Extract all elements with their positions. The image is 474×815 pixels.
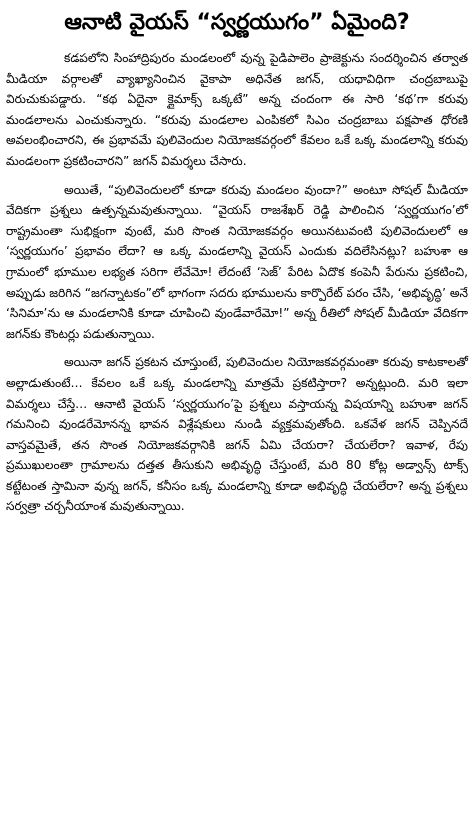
article-paragraph-3 (6, 352, 468, 517)
paragraph-text: అయితే, “పులివెందులలో కూడా కరువు మండలం వుందా?” అంటూ సోషల్ మీడియా వేదికగా ప్రశ్నలు ఉత్పన్నమవుతున్నాయి. “వైయస్ రాజశేఖర్ రెడ్డి పాలించిన ‘స్వర్ణయుగం’లో రాష్ట్రమంతా సుభిక్షంగా వుంటే, మరి సొంత నియోజకవర్గం అయినటువంటి పులివెందులలో ఆ ‘స్వర్ణయుగం’ ప్రభావం లేదా? ఆ ఒక్క మండలాన్ని వైయస్ ఎందుకు వదిలేసినట్లు? బహుశా ఆ గ్రామంలో భూముల లభ్యత సరిగా లేవేమో! లేదంటే ‘సెజ్’ పేరిట ఏదొక కంపెనీ పేరును ప్రకటించి, అప్పుడు జరిగిన “జగన్నాటకం”లో భాగంగా సదరు భూములను కార్పొరేట్ పరం చేసి, ‘అభివృద్ధి’ అనే ‘సినిమా’ను ఆ మండలానికి కూడా చూపించి వుండేవారేమో!” అన్న రీతిలో సోషల్ మీడియా వేదికగా జగన్‌కు కౌంటర్లు పడుతున్నాయి. (6, 182, 468, 341)
article-paragraph-1 (6, 48, 468, 172)
article-title: ఆనాటి వైయస్ “స్వర్ణయుగం” ఏమైంది? (64, 10, 410, 35)
article-paragraph-2 (6, 180, 468, 345)
paragraph-text: కడపలోని సింహాద్రిపురం మండలంలో వున్న పైడిపాలెం ప్రాజెక్టును సందర్శించిన తర్వాత మీడియా వర్గాలతో వ్యాఖ్యానించిన వైకాపా అధినేత జగన్, యధావిధిగా చంద్రబాబుపై విరుచుకుపడ్డారు. “కథ ఏదైనా క్లైమాక్స్ ఒక్కటే” అన్న చందంగా ఈ సారి ‘కథ’గా కరువు మండలాలను ఎంచుకున్నారు. “కరువు మండలాల ఎంపికలో సిఎం చంద్రబాబు పక్షపాత ధోరణి అవలంభించారని, ఈ ప్రభావమే పులివెందుల నియోజకవర్గంలో కేవలం ఒకే ఒక్క మండలాన్ని కరువు మండలంగా ప్రకటించారని” జగన్ విమర్శలు చేసారు. (6, 51, 468, 168)
paragraph-text: అయినా జగన్ ప్రకటన చూస్తుంటే, పులివెందుల నియోజకవర్గమంతా కరువు కాటకాలతో అల్లాడుతుంటే… కేవలం ఒకే ఒక్క మండలాన్ని మాత్రమే ప్రకటిస్తారా? అన్నట్లుంది. మరి ఇలా విమర్శలు చేస్తే… ఆనాటి వైయస్ ‘స్వర్ణయుగం’పై ప్రశ్నలు వస్తాయన్న విషయాన్ని బహుశా జగన్ గమనించి వుండరేమోనన్న భావన విశ్లేషకులు నుండి వ్యక్తమవుతోంది. ఒకవేళ జగన్ చెప్పినదే వాస్తవమైతే, తన సొంత నియోజకవర్గానికి జగన్ ఏమి చేయరా? చేయలేరా? ఇవాళ, రేపు ప్రముఖులంతా గ్రామాలను దత్తత తీసుకుని అభివృద్ధి చేస్తుంటే, మరి 80 కోట్ల అడ్వాన్స్ టాక్స్ కట్టేటంత స్తామినా వున్న జగన్, కనీసం ఒక్క మండలాన్ని కూడా అభివృద్ధి చేయలేరా? అన్న ప్రశ్నలు సర్వత్రా చర్చనీయాంశ మవుతున్నాయి. (6, 355, 469, 514)
